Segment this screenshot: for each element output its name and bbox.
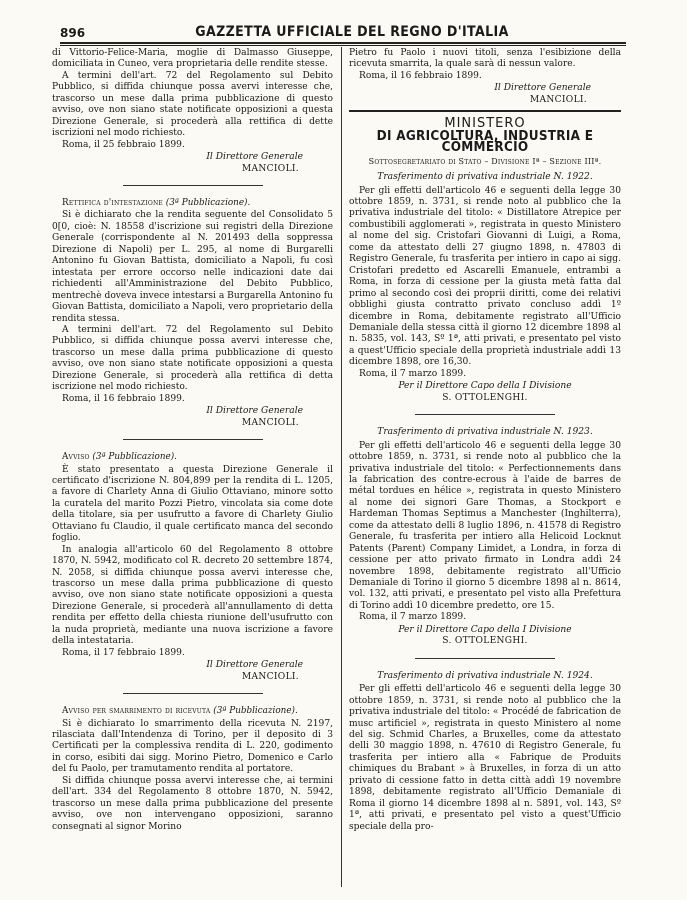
notice-heading-label: Rettifica d'intestazione (62, 197, 163, 208)
ministry-division: Sottosegretariato di Stato – Divisione Iª – Sezione IIIª. (368, 156, 602, 166)
notice-avviso (52, 452, 333, 683)
ministry-title: MINISTERO (444, 116, 526, 132)
notice-privativa-1924 (349, 671, 621, 833)
header-rule (60, 42, 626, 44)
signature-block (349, 381, 621, 404)
notice-date: Roma, il 7 marzo 1899. (359, 612, 467, 623)
notice-date: Roma, il 17 febbraio 1899. (62, 647, 185, 658)
notice-heading (52, 198, 333, 209)
notice-paragraph: A termini dell'art. 72 del Regolamento sul Debito Pubblico, si diffida chiunque possa avervi interesse che, trascorso un mese dalla prima pubblicazione di questo avviso, ove non siano state notificate opposizioni a questa Direzione Generale, si procederà alla rettifica di detta iscrizione nel modo richiesto. (52, 324, 333, 393)
notice-date: Roma, il 7 marzo 1899. (359, 368, 467, 379)
signature-block (349, 83, 621, 106)
column-divider (341, 47, 342, 887)
signature-block (52, 152, 333, 175)
notice-heading-label: Avviso per smarrimento di ricevuta (62, 706, 211, 717)
notice-continued (349, 48, 621, 106)
notice-paragraph: In analogia all'articolo 60 del Regolamento 8 ottobre 1870, N. 5942, modificato col R. decreto 20 settembre 1874, N. 2058, si diffida chiunque possa avervi interesse che, trascorso un mese dalla prima pubblicazione di questo avviso, ove non siano state notificate opposizioni a questa Direzione Generale, si procederà all'annullamento di detta rendita per effetto della chiesta riunione dell'usufrutto con la nuda proprietà, mediante una nuova iscrizione a favore della intestataria. (52, 544, 333, 647)
notice-date: Roma, il 16 febbraio 1899. (359, 70, 482, 81)
notice-paragraph: Per gli effetti dell'articolo 46 e seguenti della legge 30 ottobre 1859, n. 3731, si rende noto al pubblico che la privativa industriale del titolo: « Perfectionnements dans la fabrication des contre-ecrous à l'aide de barres de métal tordues en hélice », registrata in questo Ministero al nome dei signori Gare Thomas, a Stockport e Hardeman Thomas Septimus a Manchester (Inghilterra), come da attestato delli 8 luglio 1896, n. 41578 di Registro Generale, fu trasferita per intiero alla Helicoid Locknut Patents (Parent) Company Limidet, a Londra, in forza di cessione per atto privato firmato in Londra addì 24 novembre 1898, debitamente registrato all'Ufficio Demaniale di Torino il giorno 5 dicembre 1898 al n. 8614, vol. 132, atti privati, e presentato pel visto alla Prefettura di Torino addì 10 dicembre predetto, ore 15. (349, 440, 621, 611)
signatory-name: MANCIOLI. (241, 163, 299, 174)
notice-title: Trasferimento di privativa industriale N. 1923. (377, 427, 593, 438)
signatory-name: S. OTTOLENGHI. (442, 636, 528, 647)
notice-date: Roma, il 16 febbraio 1899. (62, 393, 185, 404)
gazette-title: GAZZETTA UFFICIALE DEL REGNO D'ITALIA (195, 24, 509, 40)
signatory-name: S. OTTOLENGHI. (442, 392, 528, 403)
signatory-title: Per il Direttore Capo della I Divisione (398, 381, 572, 392)
notice-paragraph: A termini dell'art. 72 del Regolamento sul Debito Pubblico, si diffida chiunque possa avervi interesse che, trascorso un mese dalla prima pubblicazione di questo avviso, ove non siano state notificate opposizioni a questa Direzione Generale, si procederà alla rettifica di dette iscrizioni nel modo richiesto. (52, 70, 333, 139)
notice-continued (52, 48, 333, 175)
signatory-name: MANCIOLI. (241, 417, 299, 428)
notice-date: Roma, il 25 febbraio 1899. (62, 139, 185, 150)
section-separator (123, 185, 263, 186)
section-separator (415, 658, 555, 659)
notice-paragraph: È stato presentato a questa Direzione Generale il certificato d'iscrizione N. 804,899 per la rendita di L. 1205, a favore di Charlety Anna di Giulio Ottaviano, minore sotto la curatela del marito Pozzi Pietro, vincolata sia come dote della titolare, sia per usufrutto a favore di Charlety Giulio Ottaviano fu Claudio, il quale certificato manca del secondo foglio. (52, 464, 333, 544)
signature-block (52, 406, 333, 429)
section-separator (123, 693, 263, 694)
signatory-title: Il Direttore Generale (206, 660, 303, 671)
signatory-title: Il Direttore Generale (494, 83, 591, 94)
signature-block (349, 625, 621, 648)
signatory-name: MANCIOLI. (241, 671, 299, 682)
signatory-title: Il Direttore Generale (206, 152, 303, 163)
ministry-name: DI AGRICOLTURA, INDUSTRIA E COMMERCIO (376, 128, 594, 156)
header-rule-thin (60, 45, 626, 46)
notice-heading (52, 452, 333, 463)
ministry-rule (349, 110, 621, 112)
notice-paragraph: Per gli effetti dell'articolo 46 e seguenti della legge 30 ottobre 1859, n. 3731, si rende noto al pubblico che la privativa industriale del titolo: « Distillatore Atrepice per combustibili agglomerati », registrata in questo Ministero al nome del sig. Cristofari Giovanni di Luigi, a Roma, come da attestato delli 27 giugno 1898, n. 47803 di Registro Generale, fu trasferita per intiero in capo ai sigg. Cristofari predetto ed Ascarelli Emanuele, entrambi a Roma, in forza di cessione per la giusta metà fatta dal primo al secondo così dei proprii diritti, come dei relativi obblighi giusta contratto privato concluso addì 1º dicembre in Roma, debitamente registrato all'Ufficio Demaniale della stessa città il giorno 12 dicembre 1898 al n. 5835, vol. 143, Sº 1ª, atti privati, e presentato pel visto a quest'Ufficio speciale della proprietà industriale addì 13 dicembre 1898, ore 16,30. (349, 185, 621, 368)
notice-title: Trasferimento di privativa industriale N. 1922. (377, 172, 593, 183)
right-column (349, 48, 621, 833)
notice-paragraph: Si diffida chiunque possa avervi interesse che, ai termini dell'art. 334 del Regolamento 8 ottobre 1870, N. 5942, trascorso un mese dalla prima pubblicazione del presente avviso, ove non intervengano opposizioni, saranno consegnati al signor Morino (52, 775, 333, 832)
notice-heading-label: Avviso (62, 452, 90, 463)
signature-block (52, 660, 333, 683)
notice-paragraph: Per gli effetti dell'articolo 46 e seguenti della legge 30 ottobre 1859, n. 3731, si rende noto al pubblico che la privativa industriale del titolo: « Procédé de fabrication de musc artificiel », registrata in questo Ministero al nome del sig. Schmid Charles, a Bruxelles, come da attestato delli 30 maggio 1898, n. 47610 di Registro Generale, fu trasferita per intiero alla « Fabrique de Produits chimiques du Brabant » à Bruxelles, in forza di un atto privato di cessione fatto in detta città addì 19 novembre 1898, debitamente registrato all'Ufficio Demaniale di Roma il giorno 14 dicembre 1898 al n. 5891, vol. 143, Sº 1ª, atti privati, e presentato pel visto a quest'Ufficio speciale della pro- (349, 684, 621, 832)
notice-paragraph: Si è dichiarato lo smarrimento della ricevuta N. 2197, rilasciata dall'Intendenza di Torino, per il deposito di 3 Certificati per la complessiva rendita di L. 220, godimento in corso, esibiti dai sigg. Morino Pietro, Domenico e Carlo del fu Paolo, per tramutamento rendita al portatore. (52, 718, 333, 775)
publication-number: (3ª Pubblicazione). (213, 706, 298, 717)
notice-heading (52, 706, 333, 717)
signatory-title: Per il Direttore Capo della I Divisione (398, 624, 572, 635)
notice-privativa-1923 (349, 427, 621, 648)
left-column (52, 48, 333, 833)
signatory-title: Il Direttore Generale (206, 406, 303, 417)
publication-number: (3ª Pubblicazione). (92, 452, 177, 463)
notice-paragraph: Pietro fu Paolo i nuovi titoli, senza l'esibizione della ricevuta smarrita, la quale sarà di nessun valore. (349, 48, 621, 70)
notice-paragraph: Si è dichiarato che la rendita seguente del Consolidato 5 0[0, cioè: N. 18558 d'iscrizione sui registri della Direzione Generale (corrispondente al N. 201493 della soppressa Direzione di Napoli) per L. 295, al nome di Burgarelli Antonino fu Giovan Battista, domiciliato a Napoli, fu così intestata per errore occorso nelle indicazioni date dai richiedenti all'Amministrazione del Debito Pubblico, mentrechè doveva invece intestarsi a Burgarella Antonino fu Giovan Battista, domiciliato a Napoli, vero proprietario della rendita stessa. (52, 210, 333, 324)
notice-smarrimento (52, 706, 333, 833)
section-separator (123, 439, 263, 440)
signatory-name: MANCIOLI. (529, 94, 587, 105)
notice-privativa-1922 (349, 172, 621, 404)
notice-paragraph: di Vittorio-Felice-Maria, moglie di Dalmasso Giuseppe, domiciliata in Cuneo, vera proprietaria delle rendite stesse. (52, 48, 333, 70)
page-number: 896 (60, 26, 86, 40)
notice-title: Trasferimento di privativa industriale N. 1924. (377, 670, 593, 681)
notice-rettifica (52, 198, 333, 429)
ministry-header (349, 118, 621, 167)
section-separator (415, 414, 555, 415)
publication-number: (3ª Pubblicazione). (165, 197, 251, 208)
